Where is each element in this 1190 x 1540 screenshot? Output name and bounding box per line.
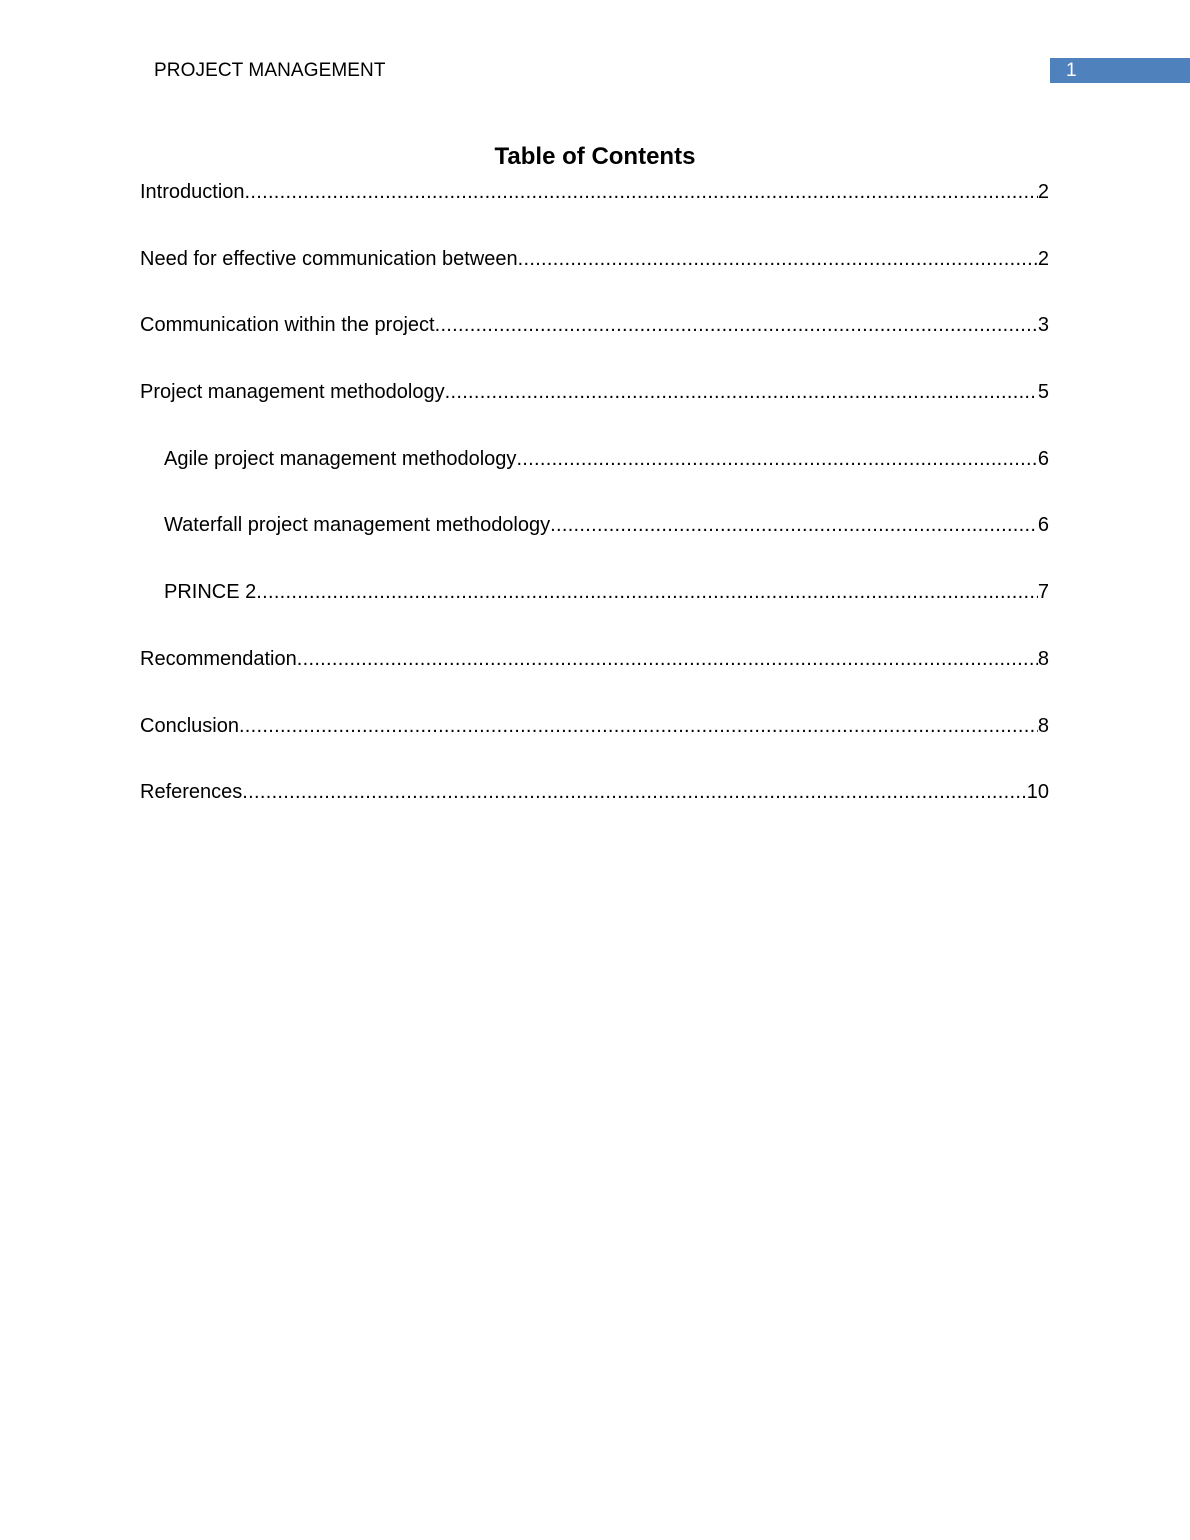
toc-dot-leader [256,576,1038,609]
toc-dot-leader [242,776,1026,809]
toc-dot-leader [445,376,1038,409]
toc-entry-label: Recommendation [140,647,297,670]
toc-dot-leader [297,643,1038,676]
toc-entry-page: 10 [1026,781,1049,804]
toc-entry-recommendation[interactable] [140,643,1049,676]
page-number: 1 [1066,60,1077,81]
toc-entry-page: 3 [1037,314,1049,337]
toc-entry-label: Introduction [140,181,245,203]
toc-entry-waterfall-methodology[interactable] [140,509,1049,542]
toc-dot-leader [435,309,1038,342]
toc-entry-page: 6 [1037,447,1049,470]
toc-entry-label: Conclusion [140,714,239,737]
toc-entry-label: Agile project management methodology [164,447,517,470]
running-head: PROJECT MANAGEMENT [154,60,386,81]
toc-entry-page: 8 [1037,647,1049,670]
toc-entry-page: 8 [1037,714,1049,737]
toc-entry-project-management-methodology[interactable] [140,376,1049,409]
page-header [0,0,1190,100]
toc-entry-references[interactable] [140,776,1049,809]
toc-entry-introduction[interactable] [140,176,1049,209]
toc-entry-agile-methodology[interactable] [140,443,1049,476]
toc-entry-communication-within-project[interactable] [140,309,1049,342]
toc-dot-leader [516,443,1037,476]
toc-dot-leader [550,509,1038,542]
toc-entry-label: Communication within the project [140,314,435,337]
page-number-bar [1050,58,1190,83]
toc-entry-label: Need for effective communication between [140,247,518,270]
toc-dot-leader [518,243,1038,276]
toc-entry-page: 5 [1037,381,1049,404]
toc-entry-page: 2 [1037,247,1049,270]
toc-entry-prince-2[interactable] [140,576,1049,609]
toc-entry-label: Waterfall project management methodology [164,514,551,537]
toc-entry-label: Project management methodology [140,381,445,404]
toc-entry-need-for-effective-communication[interactable] [140,243,1049,276]
toc-entry-page: 7 [1037,581,1049,604]
table-of-contents [140,176,1049,843]
toc-entry-label: PRINCE 2 [164,581,257,604]
toc-dot-leader [239,710,1038,743]
toc-entry-page: 2 [1037,181,1049,203]
toc-entry-conclusion[interactable] [140,710,1049,743]
toc-entry-page: 6 [1037,514,1049,537]
toc-title: Table of Contents [494,143,696,170]
toc-dot-leader [245,176,1038,209]
toc-entry-label: References [140,781,243,804]
